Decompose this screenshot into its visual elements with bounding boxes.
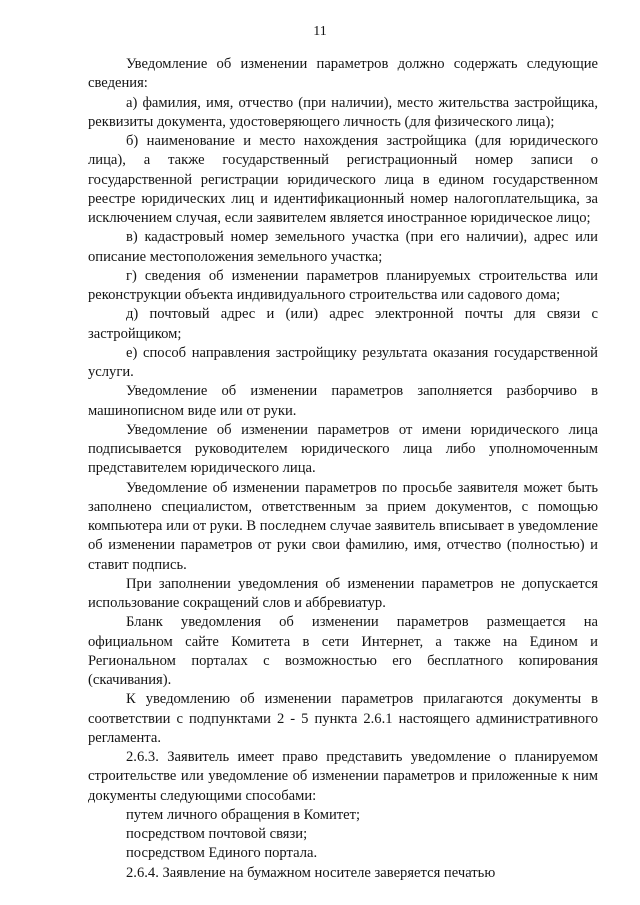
paragraph-attachments: К уведомлению об изменении параметров прилагаются документы в соответствии с подпунктами 2 - 5 пункта 2.6.1 настоящего административного регламента. [88, 691, 598, 746]
paragraph-item-v: в) кадастровый номер земельного участка (при его наличии), адрес или описание местоположения земельного участка; [88, 229, 598, 265]
paragraph-item-e: е) способ направления застройщику результата оказания государственной услуги. [88, 344, 598, 380]
paragraph-legal-entity-signing: Уведомление об изменении параметров от имени юридического лица подписывается руководителем юридического лица либо уполномоченным представителем юридического лица. [88, 421, 598, 477]
paragraph-fill-method: Уведомление об изменении параметров заполняется разборчиво в машинописном виде или от руки. [88, 383, 598, 419]
paragraph-intro: Уведомление об изменении параметров должно содержать следующие сведения: [88, 56, 598, 92]
list-item-postal: посредством почтовой связи; [126, 826, 308, 842]
list-item-unified-portal: посредством Единого портала. [126, 845, 318, 862]
paragraph-item-a: а) фамилия, имя, отчество (при наличии), место жительства застройщика, реквизиты документа, удостоверяющего личность (для физического лица); [88, 94, 598, 130]
paragraph-no-abbreviations: При заполнении уведомления об изменении параметров не допускается использование сокращений слов и аббревиатур. [88, 575, 598, 611]
list-item-personal-visit: путем личного обращения в Комитет; [126, 806, 361, 823]
paragraph-item-g: г) сведения об изменении параметров планируемых строительства или реконструкции объекта индивидуального строительства или садового дома; [88, 267, 598, 303]
paragraph-item-d: д) почтовый адрес и (или) адрес электронной почты для связи с застройщиком; [88, 306, 598, 342]
paragraph-2-6-3: 2.6.3. Заявитель имеет право представить уведомление о планируемом строительстве или уведомление об изменении параметров и приложенные к ним документы следующими способами: [88, 749, 598, 804]
paragraph-2-6-4: 2.6.4. Заявление на бумажном носителе заверяется печатью [126, 864, 496, 881]
paragraph-form-availability: Бланк уведомления об изменении параметров размещается на официальном сайте Комитета в сети Интернет, а также на Едином и Региональном порталах с возможностью его бесплатного копирования (скачивания). [88, 614, 598, 688]
document-body [88, 55, 598, 883]
paragraph-item-b: б) наименование и место нахождения застройщика (для юридического лица), а также государственный регистрационный номер записи о государственной регистрации юридического лица в едином государственном реестре юридических лиц и идентификационный номер налогоплательщика, за исключением случая, если заявителем является иностранное юридическое лицо; [88, 133, 598, 226]
paragraph-specialist-fill: Уведомление об изменении параметров по просьбе заявителя может быть заполнено специалистом, ответственным за прием документов, с помощью компьютера или от руки. В последнем случае заявитель вписывает в уведомление об изменении параметров от руки свои фамилию, имя, отчество (полностью) и ставит подпись. [88, 479, 598, 573]
page-number: 11 [313, 24, 327, 39]
